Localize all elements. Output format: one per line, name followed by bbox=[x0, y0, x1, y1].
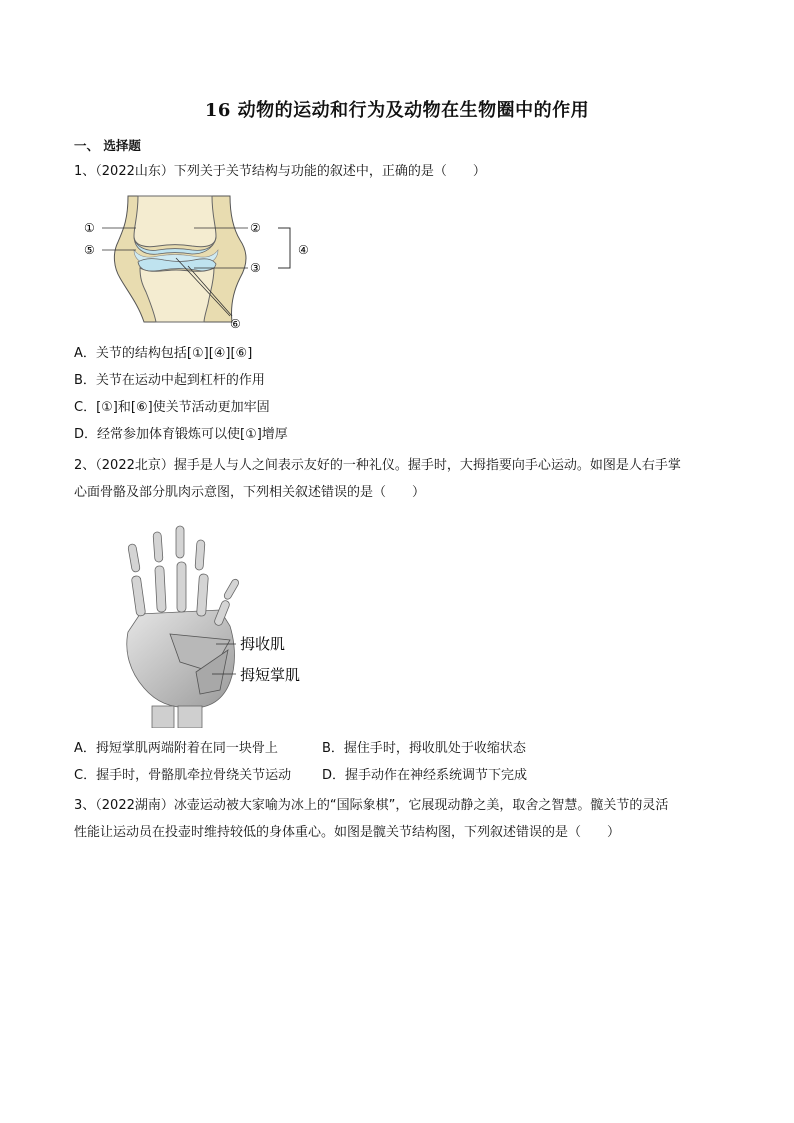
question-2-stem-line-1: 2、（2022北京）握手是人与人之间表示友好的一种礼仪。握手时，大拇指要向手心运动。如图是人右手掌 bbox=[74, 458, 681, 473]
label-short-muscle: 拇短掌肌 bbox=[240, 666, 301, 684]
q1-option-a: A．关节的结构包括[①][④][⑥] bbox=[74, 346, 253, 361]
label-3: ③ bbox=[250, 261, 261, 275]
q1-option-b: B．关节在运动中起到杠杆的作用 bbox=[74, 373, 265, 388]
label-2: ② bbox=[250, 221, 261, 235]
joint-structure-figure bbox=[84, 192, 324, 334]
label-5: ⑤ bbox=[84, 243, 95, 257]
label-adductor: 拇收肌 bbox=[240, 635, 286, 653]
question-3-stem-line-2: 性能让运动员在投壶时维持较低的身体重心。如图是髋关节结构图，下列叙述错误的是（ ） bbox=[74, 825, 621, 840]
hand-skeleton-figure bbox=[100, 522, 320, 728]
page-title: 16 动物的运动和行为及动物在生物圈中的作用 bbox=[204, 100, 590, 121]
q2-option-d: D．握手动作在神经系统调节下完成 bbox=[322, 768, 528, 783]
label-4: ④ bbox=[298, 243, 309, 257]
label-1: ① bbox=[84, 221, 95, 235]
section-heading: 一、 选择题 bbox=[74, 138, 141, 153]
question-3-stem-line-1: 3、（2022湖南）冰壶运动被大家喻为冰上的“国际象棋”，它展现动静之美，取舍之智慧。髋关节的灵活 bbox=[74, 798, 669, 813]
question-2-stem-line-2: 心面骨骼及部分肌肉示意图，下列相关叙述错误的是（ ） bbox=[74, 485, 426, 500]
label-6: ⑥ bbox=[230, 317, 241, 331]
finger-bones bbox=[128, 526, 240, 627]
q2-option-c: C．握手时，骨骼肌牵拉骨绕关节运动 bbox=[74, 768, 292, 783]
question-1-stem: 1、（2022山东）下列关于关节结构与功能的叙述中，正确的是（ ） bbox=[74, 164, 486, 179]
q1-option-d: D．经常参加体育锻炼可以使[①]增厚 bbox=[74, 427, 288, 442]
q2-option-b: B．握住手时，拇收肌处于收缩状态 bbox=[322, 741, 526, 756]
q1-option-c: C．[①]和[⑥]使关节活动更加牢固 bbox=[74, 400, 270, 415]
upper-bone-shape bbox=[134, 196, 216, 247]
q2-option-a: A．拇短掌肌两端附着在同一块骨上 bbox=[74, 741, 278, 756]
